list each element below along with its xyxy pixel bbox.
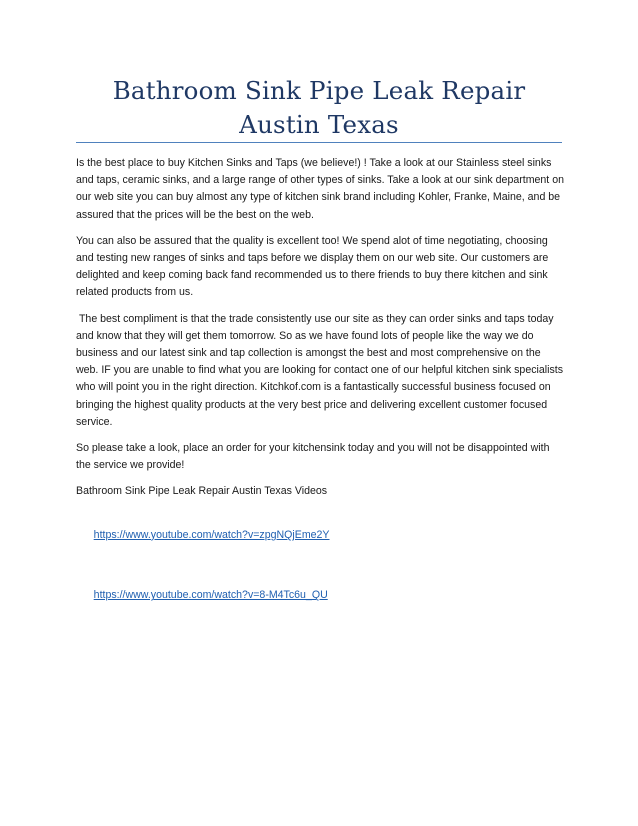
paragraph: You can also be assured that the quality is excellent too! We spend alot of time negotiating, choosing and testing new ranges of sinks and taps before we display them on our web site. Our customers are delighted and keep coming back fand recommended us to there friends to buy there kitchen and sink related products from us. xyxy=(76,234,552,299)
paragraph: The best compliment is that the trade consistently use our site as they can order sinks and taps today and know that they will get them tomorrow. So as we have found lots of people like the way we do business and our latest sink and tap collection is amongst the best and most comprehensive on the web. IF you are unable to find what you are looking for contact one of our helpful kitchen sink specialists who will point you in the right direction. Kitchkof.com is a fantastically successful business focused on bringing the highest quality products at the very best price and delivering excellent customer focused service. xyxy=(76,312,566,428)
video-link-2[interactable]: https://www.youtube.com/watch?v=8-M4Tc6u_QU xyxy=(93,589,328,602)
document-body xyxy=(76,155,567,631)
link-line xyxy=(76,570,564,622)
paragraph: So please take a look, place an order for your kitchensink today and you will not be disappointed with the service we provide! xyxy=(76,442,553,472)
videos-heading: Bathroom Sink Pipe Leak Repair Austin Texas Videos xyxy=(76,485,328,498)
page-title: Bathroom Sink Pipe Leak Repair Austin Texas xyxy=(112,76,526,139)
title-divider xyxy=(76,142,562,143)
link-line xyxy=(76,510,564,562)
paragraph: Is the best place to buy Kitchen Sinks and Taps (we believe!) ! Take a look at our Stainless steel sinks and taps, ceramic sinks, and a large range of other types of sinks. Take a look at our sink department on our web site you can buy almost any type of kitchen sink brand including Kohler, Franke, Maine, and be assured that the prices will be the best on the web. xyxy=(76,157,567,221)
video-link-1[interactable]: https://www.youtube.com/watch?v=zpgNQjEme2Y xyxy=(93,528,330,541)
